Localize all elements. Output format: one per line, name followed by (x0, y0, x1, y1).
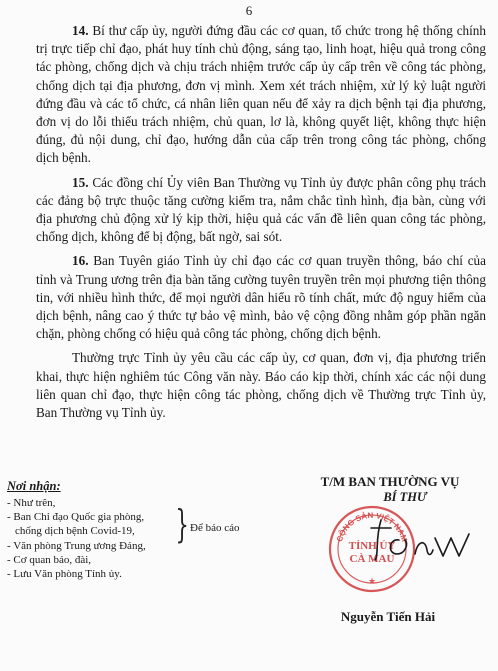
recipients-title: Nơi nhận: (7, 479, 61, 493)
item-number: 15. (72, 174, 89, 190)
signature-org: T/M BAN THƯỜNG VỤ (320, 474, 460, 489)
svg-text:CỘNG SẢN VIỆT NAM: CỘNG SẢN VIỆT NAM (334, 510, 410, 543)
signer-name: Nguyễn Tiến Hải (340, 609, 436, 624)
paragraph-text: Thường trực Tỉnh ủy yêu cầu các cấp ủy, cơ quan, đơn vị, địa phương triển khai, thực hiện nghiêm túc Công văn này. Báo cáo kịp thời, chính xác các nội dung liên quan chỉ đạo, thực hiện công tác phòng, chống dịch về Thường trực Tỉnh ủy, Ban Thường vụ Tỉnh ủy. (36, 350, 486, 421)
paragraph-text: Các đồng chí Ủy viên Ban Thường vụ Tỉnh ủy được phân công phụ trách các đảng bộ trực thuộc tăng cường kiểm tra, nắm chắc tình hình, địa bàn, cùng với địa phương chủ động xử lý kịp thời, hiệu quả các vấn đề liên quan công tác phòng, chống dịch, không để bị động, bất ngờ, sai sót. (36, 174, 486, 245)
signature-title: BÍ THƯ (383, 490, 427, 504)
recipient-item: - Văn phòng Trung ương Đảng, (7, 539, 146, 552)
recipient-item: chống dịch bệnh Covid-19, (15, 525, 135, 538)
paragraph-15 (36, 174, 486, 247)
paragraph-14 (36, 22, 486, 168)
brace-label: Để báo cáo (190, 522, 240, 534)
paragraph-closing (36, 349, 486, 422)
item-number: 16. (72, 253, 89, 269)
curly-brace-icon: } (175, 502, 189, 546)
item-number: 14. (72, 23, 89, 38)
recipient-item: - Như trên, (7, 497, 56, 509)
stamp-center-line-1: TỈNH ỦY (348, 540, 396, 552)
signature-block (290, 474, 490, 505)
document-body (36, 22, 486, 428)
page-number: 6 (245, 3, 253, 18)
paragraph-text: Bí thư cấp ủy, người đứng đầu các cơ quan, tổ chức trong hệ thống chính trị trực tiếp chỉ đạo, phát huy tính chủ động, sáng tạo, linh hoạt, hiệu quả trong công tác phòng, chống dịch và chịu trách nhiệm trước cấp ủy cấp trên về công tác phòng, chống dịch tại địa phương, đơn vị mình. Xem xét trách nhiệm, xử lý kỷ luật người đứng đầu và các tổ chức, cá nhân liên quan nếu để xảy ra dịch bệnh tại địa phương, đơn vị do lỗi thiếu trách nhiệm, chủ quan, lơ là, không quyết liệt, không thực hiện đúng, đủ nội dung, chỉ đạo, hướng dẫn của cấp trên trong công tác phòng, chống dịch bệnh. (36, 23, 486, 166)
handwritten-signature-icon (365, 510, 475, 570)
recipient-item: - Ban Chỉ đạo Quốc gia phòng, (7, 511, 145, 524)
paragraph-text: Ban Tuyên giáo Tỉnh ủy chỉ đạo các cơ quan truyền thông, báo chí của tỉnh và Trung ương trên địa bàn tăng cường tuyên truyền trên mọi phương tiện thông tin, với nhiều hình thức, để mọi người dân hiểu rõ tính chất, mức độ nguy hiểm của dịch bệnh, nâng cao ý thức tự bảo vệ mình, bảo vệ cộng đồng nhằm góp phần ngăn chặn, phòng chống có hiệu quả công tác phòng, chống dịch bệnh. (36, 253, 486, 342)
paragraph-16 (36, 252, 486, 343)
svg-text:★: ★ (367, 576, 377, 586)
recipient-item: - Lưu Văn phòng Tỉnh ủy. (7, 568, 122, 581)
recipient-item: - Cơ quan báo, đài, (7, 553, 92, 566)
stamp-center-line-2: CÀ MAU (349, 553, 395, 565)
